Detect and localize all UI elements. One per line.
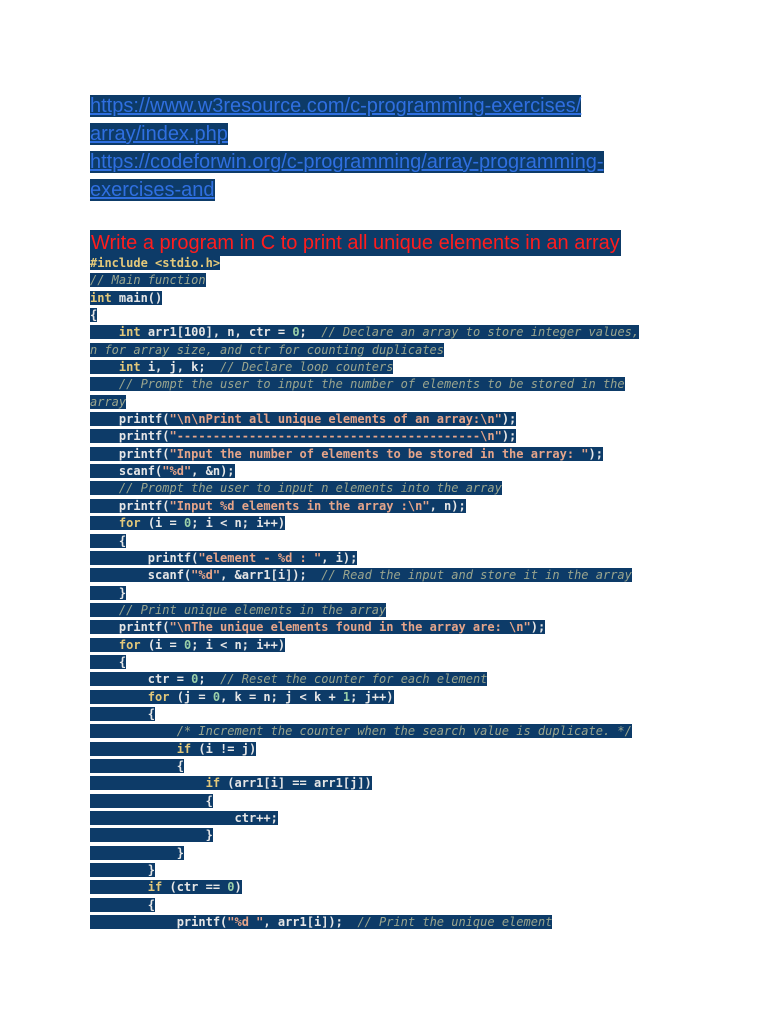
code-indent — [90, 516, 119, 530]
code-token: , n); — [429, 498, 466, 513]
code-line — [90, 272, 690, 289]
code-token: { — [118, 533, 127, 548]
code-token: ; — [198, 672, 221, 687]
code-token: // Reset the counter for each element — [220, 672, 488, 687]
code-indent — [90, 377, 119, 391]
code-token: { — [205, 793, 213, 808]
link-codeforwin-line2[interactable]: exercises-and — [90, 179, 215, 201]
code-indent — [90, 534, 119, 548]
code-line — [90, 793, 690, 810]
code-indent — [90, 551, 148, 565]
code-token: if — [176, 741, 192, 756]
code-indent — [90, 898, 148, 912]
code-line — [90, 480, 690, 497]
code-indent — [90, 846, 177, 860]
code-line — [90, 498, 690, 515]
code-token: } — [205, 828, 213, 843]
link-w3resource-line2[interactable]: array/index.php — [90, 123, 228, 145]
code-token: "%d" — [162, 464, 192, 479]
code-token: // Prompt the user to input the number of elements to be stored in the — [118, 377, 625, 392]
code-line — [90, 290, 690, 307]
code-line — [90, 637, 690, 654]
code-token: int — [118, 325, 141, 340]
code-token: ctr = — [147, 672, 192, 687]
code-token: (ctr == — [162, 880, 228, 895]
code-token: "Input %d elements in the array :\n" — [169, 498, 430, 513]
code-token: (i = — [140, 637, 184, 652]
code-token: // Main function — [90, 273, 206, 288]
code-line — [90, 723, 690, 740]
code-token: 0 — [191, 672, 199, 687]
code-indent — [90, 499, 119, 513]
code-token: ); — [530, 620, 546, 635]
code-line — [90, 845, 690, 862]
code-token: printf( — [118, 429, 170, 444]
code-token: { — [118, 654, 127, 669]
link-codeforwin-line1[interactable]: https://codeforwin.org/c-programming/array-programming- — [90, 151, 604, 173]
code-indent — [90, 586, 119, 600]
code-token: ctr++; — [234, 811, 278, 825]
code-token: // Print the unique element — [357, 915, 553, 930]
code-token: scanf( — [118, 464, 163, 479]
code-indent — [90, 672, 148, 686]
code-line — [90, 359, 690, 376]
code-indent — [90, 828, 206, 842]
code-token: 0 — [227, 880, 235, 895]
code-token: } — [176, 845, 184, 860]
code-indent — [90, 620, 119, 634]
code-token: 0 — [292, 325, 300, 340]
code-token: , i); — [321, 550, 358, 565]
code-line — [90, 689, 690, 706]
code-token: , k = n; j < k + — [220, 689, 343, 704]
code-line — [90, 585, 690, 602]
code-indent — [90, 325, 119, 339]
code-line — [90, 342, 690, 359]
code-token: ; — [299, 325, 322, 340]
code-token: 0 — [212, 689, 221, 704]
code-line — [90, 706, 690, 723]
code-token: "Input the number of elements to be stored in the array: " — [169, 446, 589, 461]
code-token: "------------------------------------------\n" — [169, 429, 502, 444]
code-line — [90, 394, 690, 411]
code-token: , &arr1[i]); — [220, 568, 322, 583]
code-line — [90, 307, 690, 324]
code-token: { — [147, 706, 156, 721]
code-line — [90, 810, 690, 827]
code-line — [90, 619, 690, 636]
code-token: , &n); — [191, 464, 235, 479]
code-indent — [90, 638, 119, 652]
code-token: "\nThe unique elements found in the array are: \n" — [169, 620, 531, 635]
code-token: #include <stdio.h> — [90, 256, 221, 270]
code-token: array — [90, 394, 127, 409]
code-token: { — [147, 897, 156, 912]
code-token: for — [118, 516, 141, 531]
code-indent — [90, 707, 148, 721]
code-token: ; i < n; i++) — [191, 516, 286, 531]
code-token: printf( — [118, 498, 170, 513]
code-token: printf( — [118, 412, 170, 427]
code-indent — [90, 690, 148, 704]
code-indent — [90, 759, 177, 773]
code-indent — [90, 429, 119, 443]
code-token: printf( — [118, 620, 170, 635]
code-token: ) — [234, 880, 242, 895]
code-line — [90, 879, 690, 896]
code-indent — [90, 915, 177, 929]
code-token: scanf( — [147, 568, 192, 583]
code-token: { — [176, 758, 184, 773]
code-line — [90, 446, 690, 463]
code-token: "%d " — [227, 915, 264, 930]
code-line — [90, 897, 690, 914]
code-token: ); — [501, 412, 517, 427]
code-line — [90, 758, 690, 775]
code-indent — [90, 742, 177, 756]
code-token: 0 — [183, 516, 192, 531]
code-indent — [90, 603, 119, 617]
code-line — [90, 602, 690, 619]
code-indent — [90, 412, 119, 426]
code-token: if — [205, 776, 221, 791]
code-token: for — [147, 689, 170, 704]
code-line — [90, 550, 690, 567]
code-line — [90, 515, 690, 532]
code-token: (i != j) — [191, 741, 257, 756]
code-token: // Declare loop counters — [220, 360, 394, 375]
code-token: printf( — [147, 550, 199, 565]
code-line — [90, 533, 690, 550]
code-indent — [90, 863, 148, 877]
code-line — [90, 827, 690, 844]
code-token: printf( — [118, 446, 170, 461]
reference-links — [90, 92, 690, 204]
code-indent — [90, 481, 119, 495]
code-line — [90, 862, 690, 879]
code-token: ; i < n; i++) — [191, 637, 286, 652]
code-token: (i = — [140, 516, 184, 531]
code-token: } — [118, 585, 127, 600]
code-indent — [90, 776, 206, 790]
code-indent — [90, 568, 148, 582]
code-line — [90, 411, 690, 428]
code-token: /* Increment the counter when the search value is duplicate. */ — [176, 724, 632, 739]
code-token: "\n\nPrint all unique elements of an array:\n" — [169, 412, 502, 427]
code-indent — [90, 655, 119, 669]
code-token: if — [147, 880, 163, 895]
code-indent — [90, 811, 235, 825]
code-token: ); — [501, 429, 517, 444]
code-token: , arr1[i]); — [263, 915, 358, 930]
code-token: main() — [111, 290, 163, 305]
code-token: for — [118, 637, 141, 652]
code-line — [90, 463, 690, 480]
code-line — [90, 741, 690, 758]
code-line — [90, 376, 690, 393]
code-block — [90, 255, 690, 931]
code-token: ; j++) — [350, 689, 394, 704]
code-line — [90, 567, 690, 584]
code-token: "element - %d : " — [198, 550, 322, 565]
code-line — [90, 914, 690, 931]
code-token: (j = — [169, 689, 213, 704]
code-token: int — [118, 360, 141, 375]
code-indent — [90, 360, 119, 374]
code-token: 1 — [342, 689, 351, 704]
code-token: // Read the input and store it in the array — [321, 568, 632, 583]
code-token: n for array size, and ctr for counting duplicates — [90, 342, 445, 357]
code-indent — [90, 794, 206, 808]
code-line — [90, 671, 690, 688]
code-line — [90, 324, 690, 341]
code-token: (arr1[i] == arr1[j]) — [220, 776, 372, 791]
code-line — [90, 654, 690, 671]
link-w3resource-line1[interactable]: https://www.w3resource.com/c-programming-exercises/ — [90, 95, 582, 117]
code-token: // Declare an array to store integer values, — [321, 325, 640, 340]
code-indent — [90, 447, 119, 461]
code-indent — [90, 464, 119, 478]
code-token: 0 — [183, 637, 192, 652]
code-line — [90, 255, 690, 272]
code-token: // Prompt the user to input n elements into the array — [118, 481, 502, 496]
exercise-title: Write a program in C to print all unique elements in an array — [91, 232, 620, 254]
code-token: printf( — [176, 915, 228, 930]
code-token: ); — [588, 446, 603, 461]
code-indent — [90, 724, 177, 738]
code-token: { — [90, 308, 98, 323]
code-token: // Print unique elements in the array — [118, 602, 387, 617]
code-token: arr1[100], n, ctr = — [140, 325, 293, 340]
code-line — [90, 775, 690, 792]
code-token: int — [90, 290, 112, 305]
code-indent — [90, 880, 148, 894]
code-line — [90, 428, 690, 445]
code-token: } — [147, 863, 156, 878]
code-token: "%d" — [191, 568, 221, 583]
code-token: i, j, k; — [140, 360, 221, 375]
